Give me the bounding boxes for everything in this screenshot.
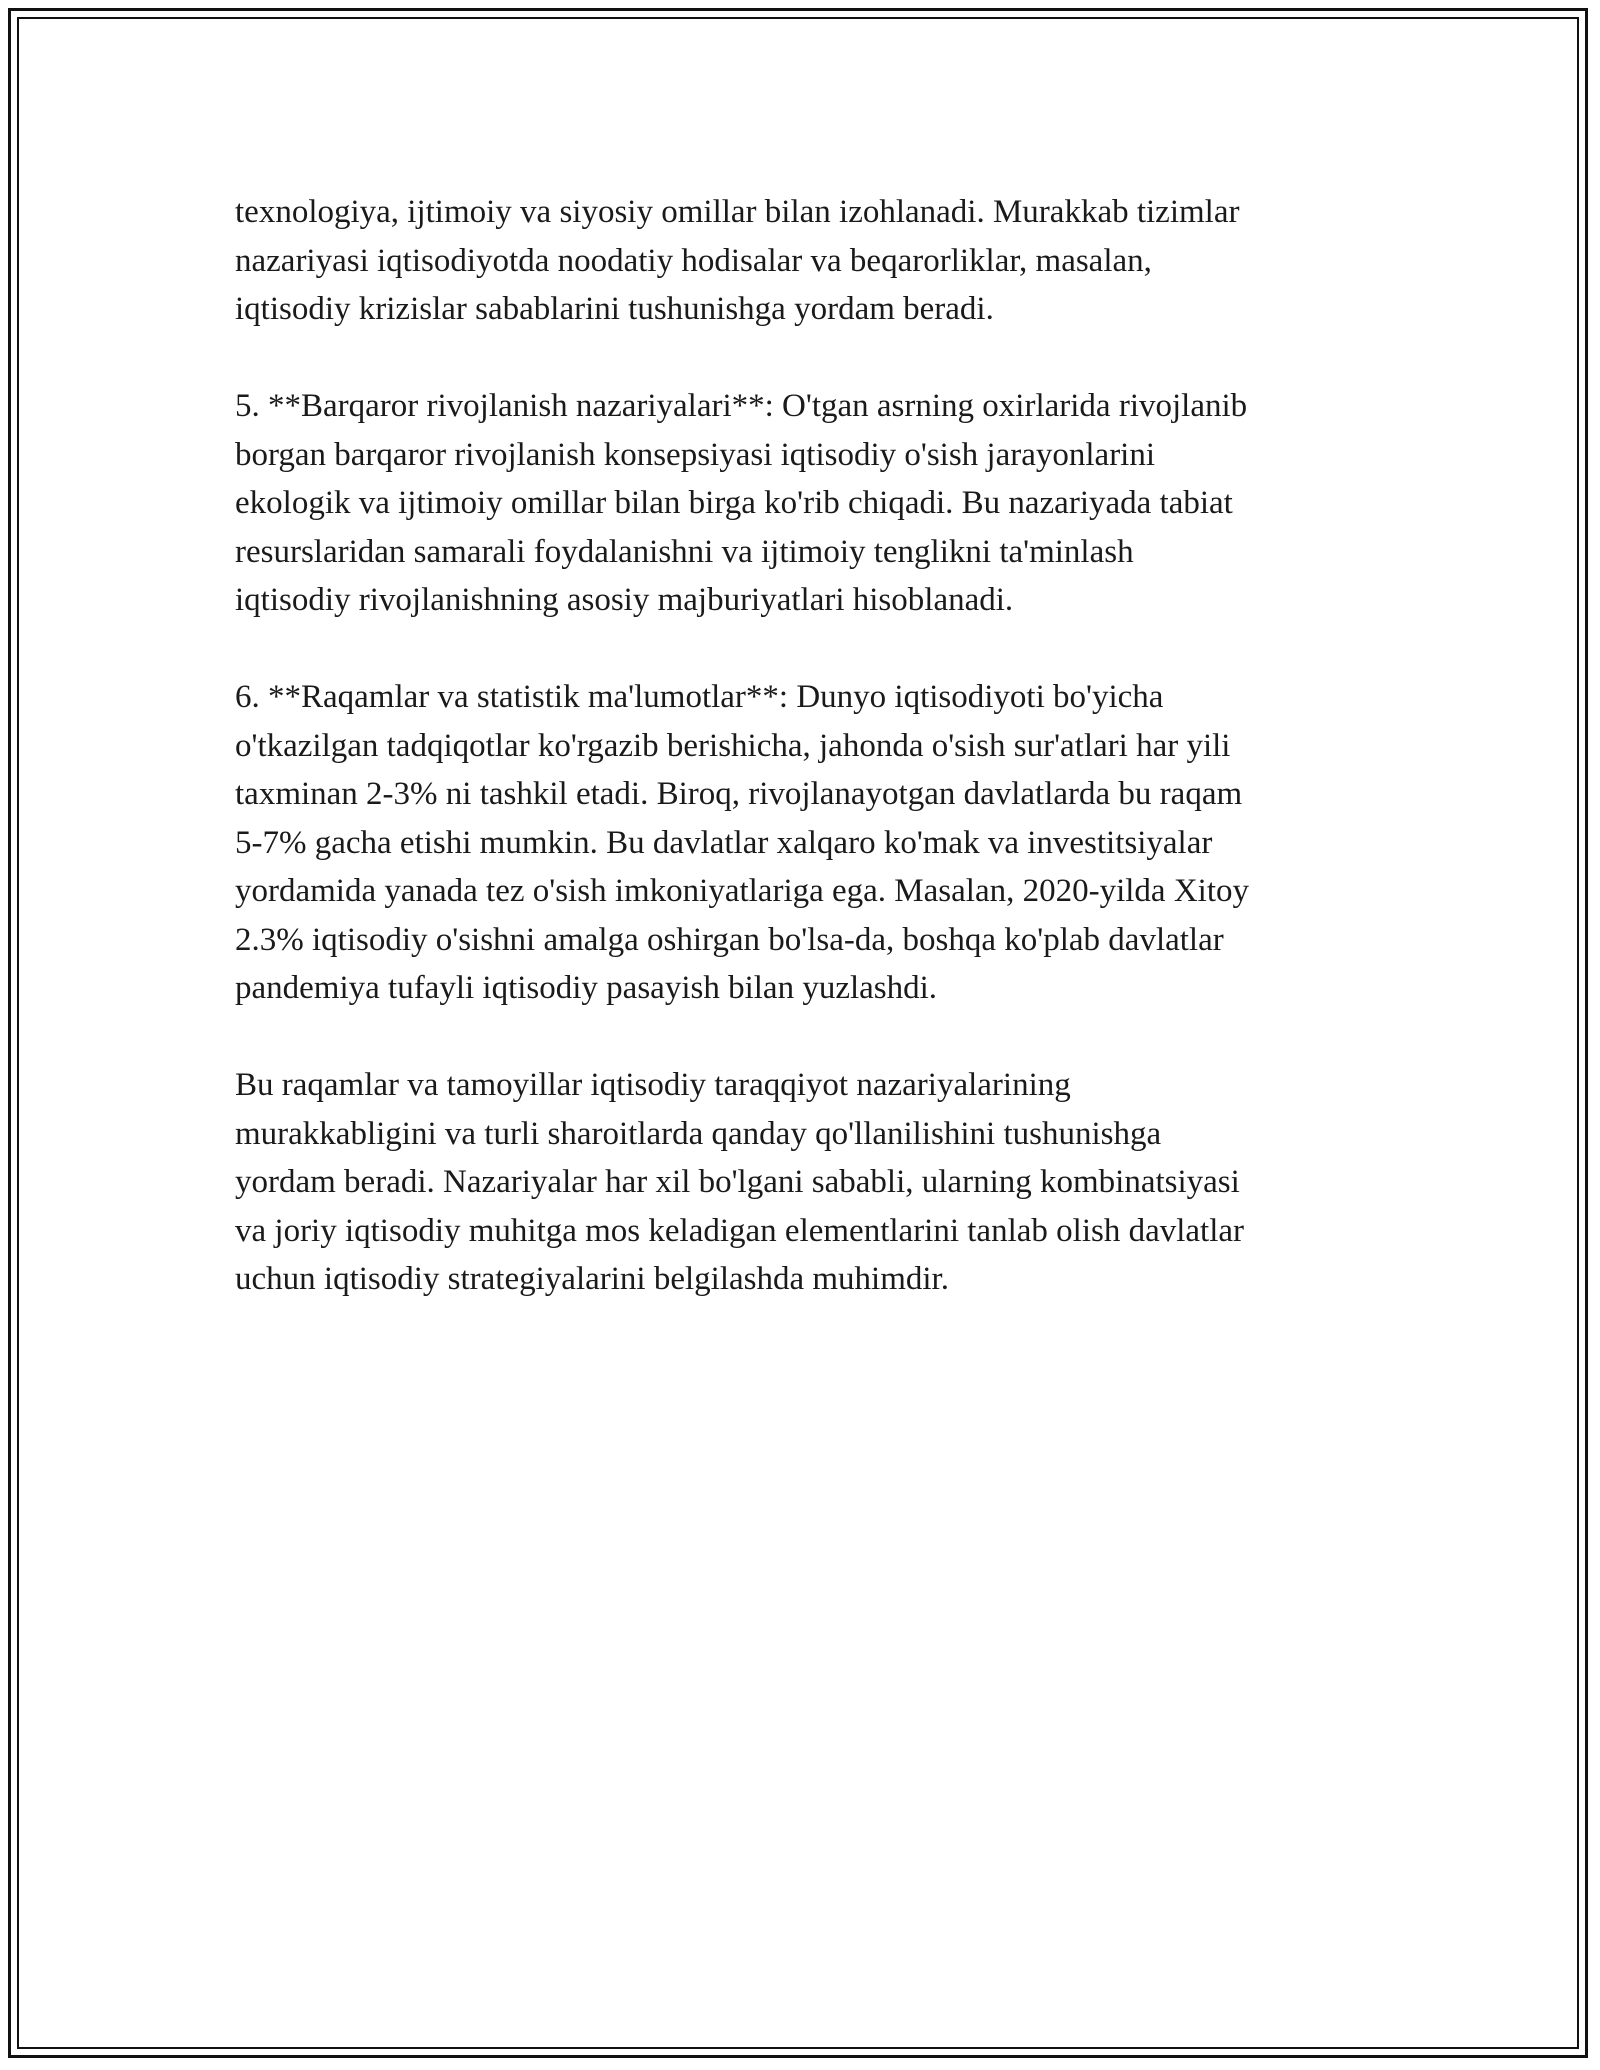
text-line: uchun iqtisodiy strategiyalarini belgilashda muhimdir.: [235, 1261, 949, 1297]
paragraph-sustainable-development: [235, 382, 1385, 625]
text-line: 5. **Barqaror rivojlanish nazariyalari**: O'tgan asrning oxirlarida rivojlanib: [235, 388, 1248, 424]
text-line: murakkabligini va turli sharoitlarda qanday qo'llanilishini tushunishga: [235, 1115, 1162, 1152]
text-line: nazariyasi iqtisodiyotda noodatiy hodisalar va beqarorliklar, masalan,: [235, 242, 1152, 279]
text-line: 6. **Raqamlar va statistik ma'lumotlar**: Dunyo iqtisodiyoti bo'yicha: [235, 679, 1164, 715]
text-line: iqtisodiy krizislar sabablarini tushunishga yordam beradi.: [235, 291, 994, 327]
text-line: resurslaridan samarali foydalanishni va ijtimoiy tenglikni ta'minlash: [235, 533, 1134, 570]
paragraph-intro-continuation: [235, 188, 1385, 334]
text-line: 5-7% gacha etishi mumkin. Bu davlatlar xalqaro ko'mak va investitsiyalar: [235, 824, 1213, 861]
paragraph-statistics: [235, 673, 1385, 1013]
paragraph-conclusion: [235, 1061, 1385, 1304]
text-line: borgan barqaror rivojlanish konsepsiyasi iqtisodiy o'sish jarayonlarini: [235, 436, 1156, 473]
text-line: 2.3% iqtisodiy o'sishni amalga oshirgan bo'lsa-da, boshqa ko'plab davlatlar: [235, 921, 1224, 958]
text-line: Bu raqamlar va tamoyillar iqtisodiy taraqqiyot nazariyalarining: [235, 1067, 1071, 1103]
text-line: va joriy iqtisodiy muhitga mos keladigan elementlarini tanlab olish davlatlar: [235, 1212, 1245, 1249]
text-line: pandemiya tufayli iqtisodiy pasayish bilan yuzlashdi.: [235, 970, 938, 1006]
text-line: o'tkazilgan tadqiqotlar ko'rgazib berishicha, jahonda o'sish sur'atlari har yili: [235, 727, 1231, 764]
document-body: [235, 188, 1385, 1352]
text-line: yordamida yanada tez o'sish imkoniyatlariga ega. Masalan, 2020-yilda Xitoy: [235, 873, 1249, 909]
text-line: iqtisodiy rivojlanishning asosiy majburiyatlari hisoblanadi.: [235, 582, 1014, 618]
text-line: taxminan 2-3% ni tashkil etadi. Biroq, rivojlanayotgan davlatlarda bu raqam: [235, 776, 1243, 812]
text-line: ekologik va ijtimoiy omillar bilan birga ko'rib chiqadi. Bu nazariyada tabiat: [235, 485, 1233, 521]
text-line: yordam beradi. Nazariyalar har xil bo'lgani sababli, ularning kombinatsiyasi: [235, 1164, 1240, 1200]
text-line: texnologiya, ijtimoiy va siyosiy omillar bilan izohlanadi. Murakkab tizimlar: [235, 194, 1240, 230]
